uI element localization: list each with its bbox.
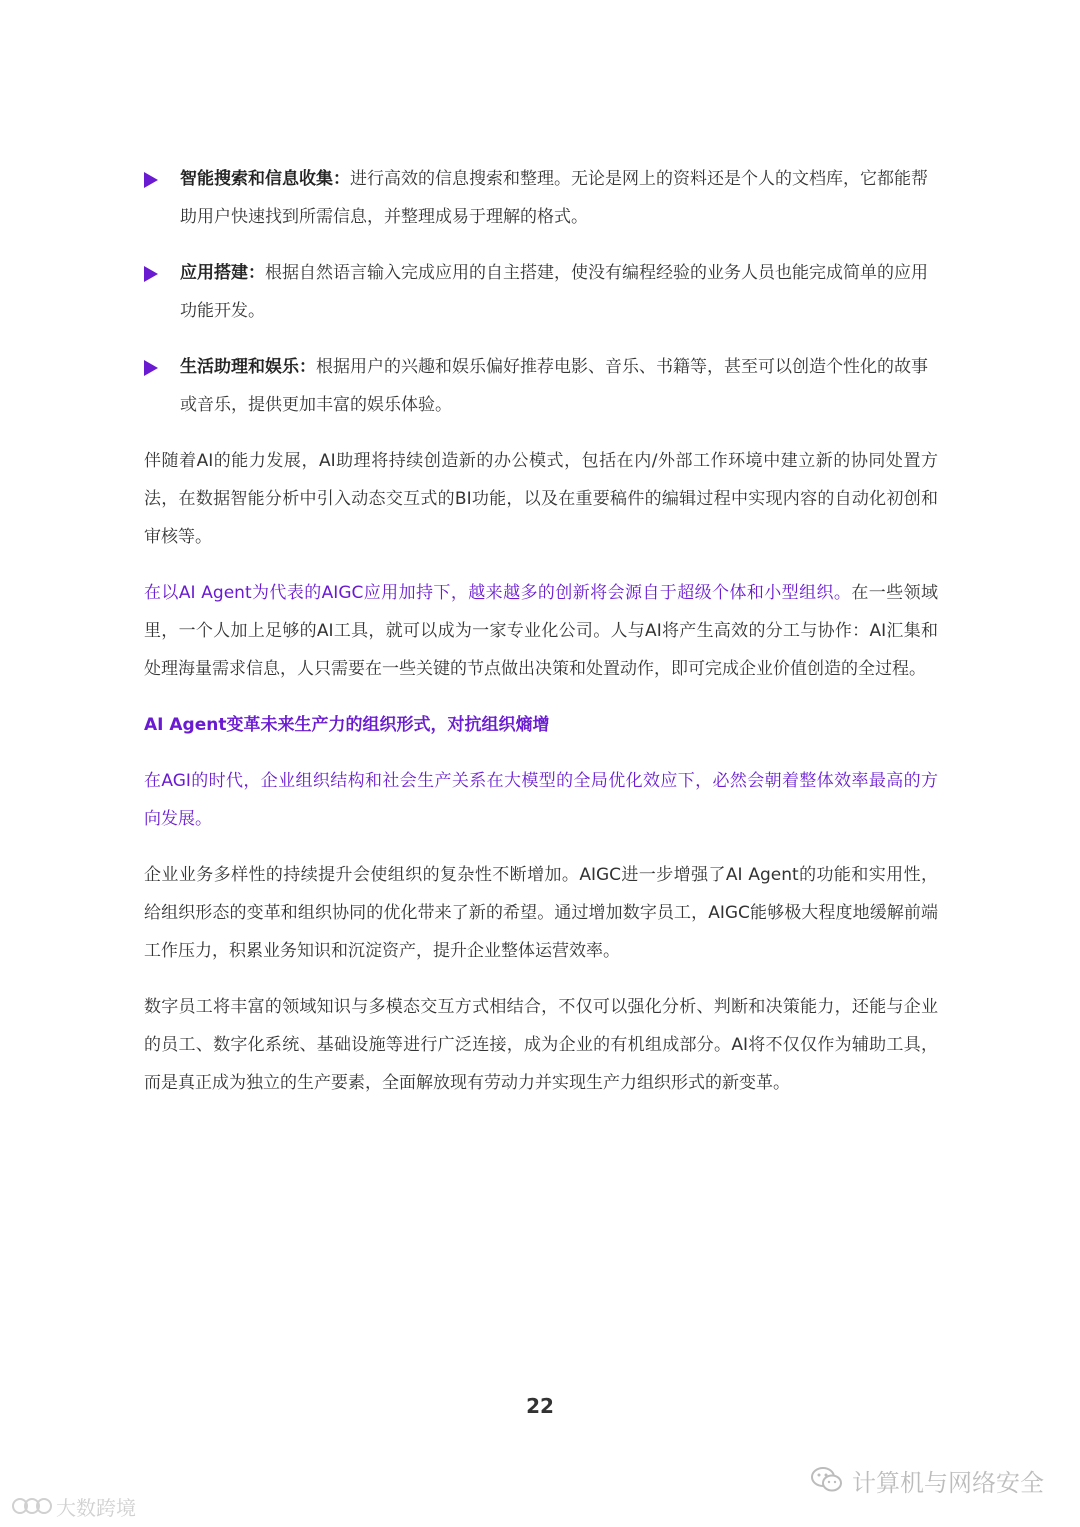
triangle-bullet-icon	[144, 266, 158, 282]
triangle-bullet-icon	[144, 172, 158, 188]
triangle-bullet-icon	[144, 360, 158, 376]
logo-icon	[10, 1494, 52, 1518]
paragraph-digital-employees: 数字员工将丰富的领域知识与多模态交互方式相结合，不仅可以强化分析、判断和决策能力，还能与企业的员工、数字化系统、基础设施等进行广泛连接，成为企业的有机组成部分。AI将不仅仅作为辅助工具，而是真正成为独立的生产要素，全面解放现有劳动力并实现生产力组织形式的新变革。	[144, 997, 938, 1093]
bullet-item	[144, 348, 938, 424]
section-heading: AI Agent变革未来生产力的组织形式，对抗组织熵增	[144, 715, 550, 735]
wechat-icon	[810, 1465, 844, 1495]
bullet-term: 应用搭建：	[180, 263, 265, 283]
page-number: 22	[526, 1394, 554, 1418]
watermark-left-text: 大数跨境	[56, 1495, 136, 1520]
bullet-text: 进行高效的信息搜索和整理。无论是网上的资料还是个人的文档库，它都能帮助用户快速找到所需信息，并整理成易于理解的格式。	[180, 169, 928, 227]
paragraph-super-individual	[144, 574, 938, 688]
paragraph-organization-complexity: 企业业务多样性的持续提升会使组织的复杂性不断增加。AIGC进一步增强了AI Agent的功能和实用性，给组织形态的变革和组织协同的优化带来了新的希望。通过增加数字员工，AIGC能够极大程度地缓解前端工作压力，积累业务知识和沉淀资产，提升企业整体运营效率。	[144, 865, 938, 961]
page-content	[144, 160, 938, 1120]
watermark-left	[10, 1490, 136, 1522]
bullet-term: 智能搜索和信息收集：	[180, 169, 350, 189]
bullet-item	[144, 160, 938, 236]
bullet-item	[144, 254, 938, 330]
paragraph-ai-assistant: 伴随着AI的能力发展，AI助理将持续创造新的办公模式，包括在内/外部工作环境中建立新的协同处置方法，在数据智能分析中引入动态交互式的BI功能，以及在重要稿件的编辑过程中实现内容的自动化初创和审核等。	[144, 451, 938, 547]
bullet-term: 生活助理和娱乐：	[180, 357, 316, 377]
highlighted-sentence: 在以AI Agent为代表的AIGC应用加持下，越来越多的创新将会源自于超级个体和小型组织。	[144, 583, 852, 603]
paragraph-agi-era: 在AGI的时代，企业组织结构和社会生产关系在大模型的全局优化效应下，必然会朝着整体效率最高的方向发展。	[144, 771, 938, 829]
watermark-right	[810, 1460, 1044, 1500]
watermark-right-text: 计算机与网络安全	[852, 1468, 1044, 1497]
paragraph-continuation: 在一些领域里，一个人加上足够的AI工具，就可以成为一家专业化公司。人与AI将产生高效的分工与协作：AI汇集和处理海量需求信息，人只需要在一些关键的节点做出决策和处置动作，即可完成企业价值创造的全过程。	[144, 583, 938, 679]
bullet-text: 根据自然语言输入完成应用的自主搭建，使没有编程经验的业务人员也能完成简单的应用功能开发。	[180, 263, 928, 321]
bullet-text: 根据用户的兴趣和娱乐偏好推荐电影、音乐、书籍等，甚至可以创造个性化的故事或音乐，提供更加丰富的娱乐体验。	[180, 357, 928, 415]
